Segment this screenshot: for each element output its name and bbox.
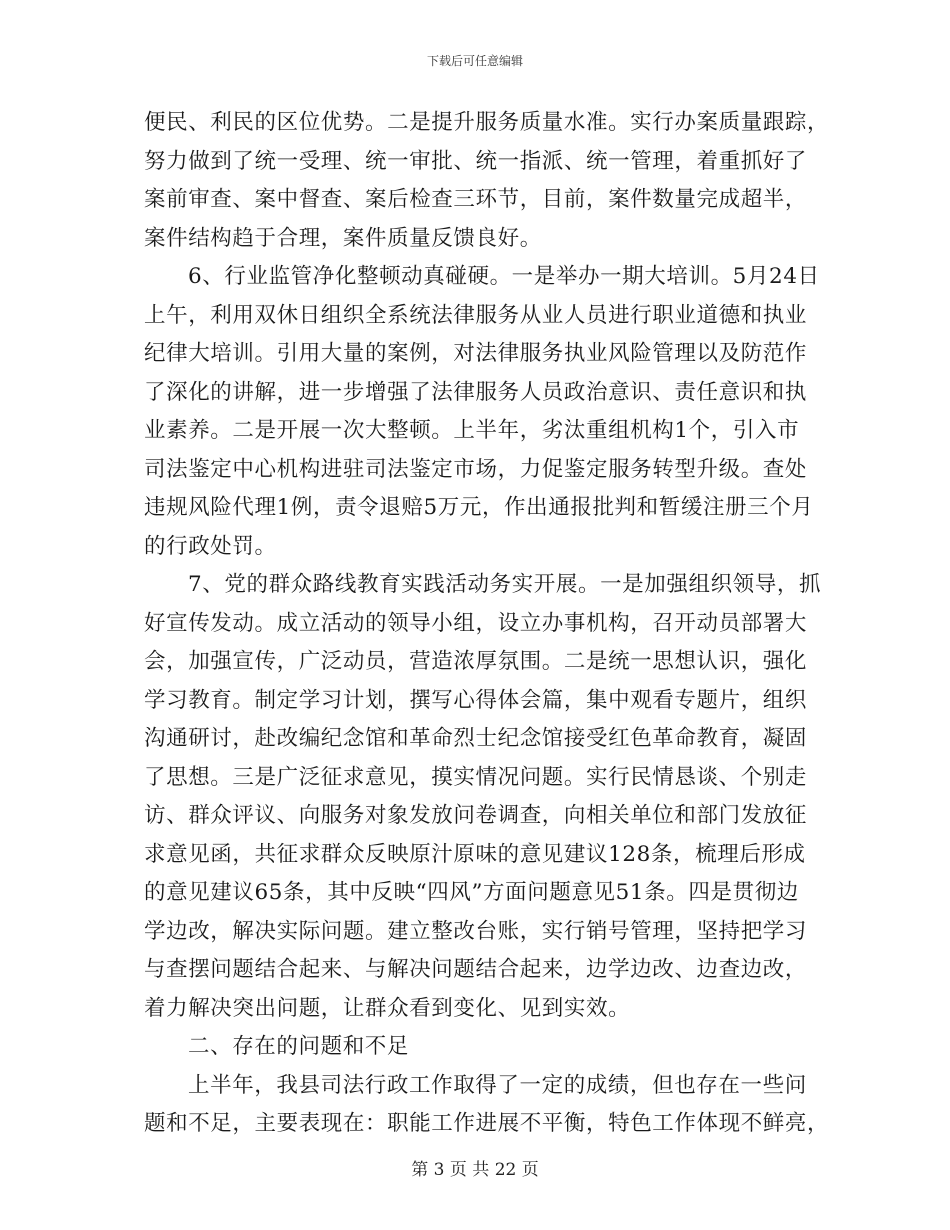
text-line: 二、存在的问题和不足 [188, 1034, 410, 1059]
text-line: 学习教育。制定学习计划，撰写心得体会篇，集中观看专题片，组织 [144, 687, 808, 713]
text-line: 的意见建议65条，其中反映“四风”方面问题意见51条。四是贯彻边 [144, 880, 799, 905]
document-body [144, 104, 830, 1144]
text-line: 求意见函，共征求群众反映原汁原味的意见建议128条，梳理后形成 [144, 841, 806, 867]
text-line: 案前审查、案中督查、案后检查三环节，目前，案件数量完成超半， [144, 187, 808, 212]
text-line: 好宣传发动。成立活动的领导小组，设立办事机构，召开动员部署大 [144, 610, 808, 636]
text-line: 纪律大培训。引用大量的案例，对法律服务执业风险管理以及防范作 [144, 341, 808, 366]
page-header: 下载后可任意编辑 [426, 54, 523, 68]
text-line: 着力解决突出问题，让群众看到变化、见到实效。 [144, 995, 631, 1021]
text-line: 努力做到了统一受理、统一审批、统一指派、统一管理，着重抓好了 [144, 148, 808, 174]
text-line: 题和不足，主要表现在：职能工作进展不平衡，特色工作体现不鲜亮， [144, 1111, 830, 1136]
text-line: 了思想。三是广泛征求意见，摸实情况问题。实行民情恳谈、个别走 [144, 764, 808, 790]
text-line: 与查摆问题结合起来、与解决问题结合起来，边学边改、边查边改， [144, 957, 808, 982]
text-line: 上午，利用双休日组织全系统法律服务从业人员进行职业道德和执业 [144, 302, 808, 328]
page-footer: 第 3 页 共 22 页 [411, 1160, 539, 1180]
text-line: 案件结构趋于合理，案件质量反馈良好。 [144, 225, 542, 251]
text-line: 上半年，我县司法行政工作取得了一定的成绩，但也存在一些问 [188, 1072, 807, 1098]
text-line: 7、党的群众路线教育实践活动务实开展。一是加强组织领导，抓 [188, 572, 822, 597]
text-line: 6、行业监管净化整顿动真碰硬。一是举办一期大培训。5月24日 [188, 264, 820, 289]
text-line: 的行政处罚。 [144, 533, 277, 559]
text-line: 会，加强宣传，广泛动员，营造浓厚氛围。二是统一思想认识，强化 [144, 649, 808, 674]
text-line: 业素养。二是开展一次大整顿。上半年，劣汰重组机构1个，引入市 [144, 418, 800, 443]
text-line: 了深化的讲解，进一步增强了法律服务人员政治意识、责任意识和执 [144, 379, 808, 405]
text-line: 沟通研讨，赴改编纪念馆和革命烈士纪念馆接受红色革命教育，凝固 [144, 726, 808, 751]
text-line: 违规风险代理1例，责令退赔5万元，作出通报批判和暂缓注册三个月 [144, 495, 814, 520]
text-line: 便民、利民的区位优势。二是提升服务质量水准。实行办案质量跟踪， [144, 110, 830, 135]
text-line: 访、群众评议、向服务对象发放问卷调查，向相关单位和部门发放征 [144, 803, 808, 828]
text-line: 司法鉴定中心机构进驻司法鉴定市场，力促鉴定服务转型升级。查处 [144, 456, 808, 482]
text-line: 学边改，解决实际问题。建立整改台账，实行销号管理，坚持把学习 [144, 918, 808, 944]
